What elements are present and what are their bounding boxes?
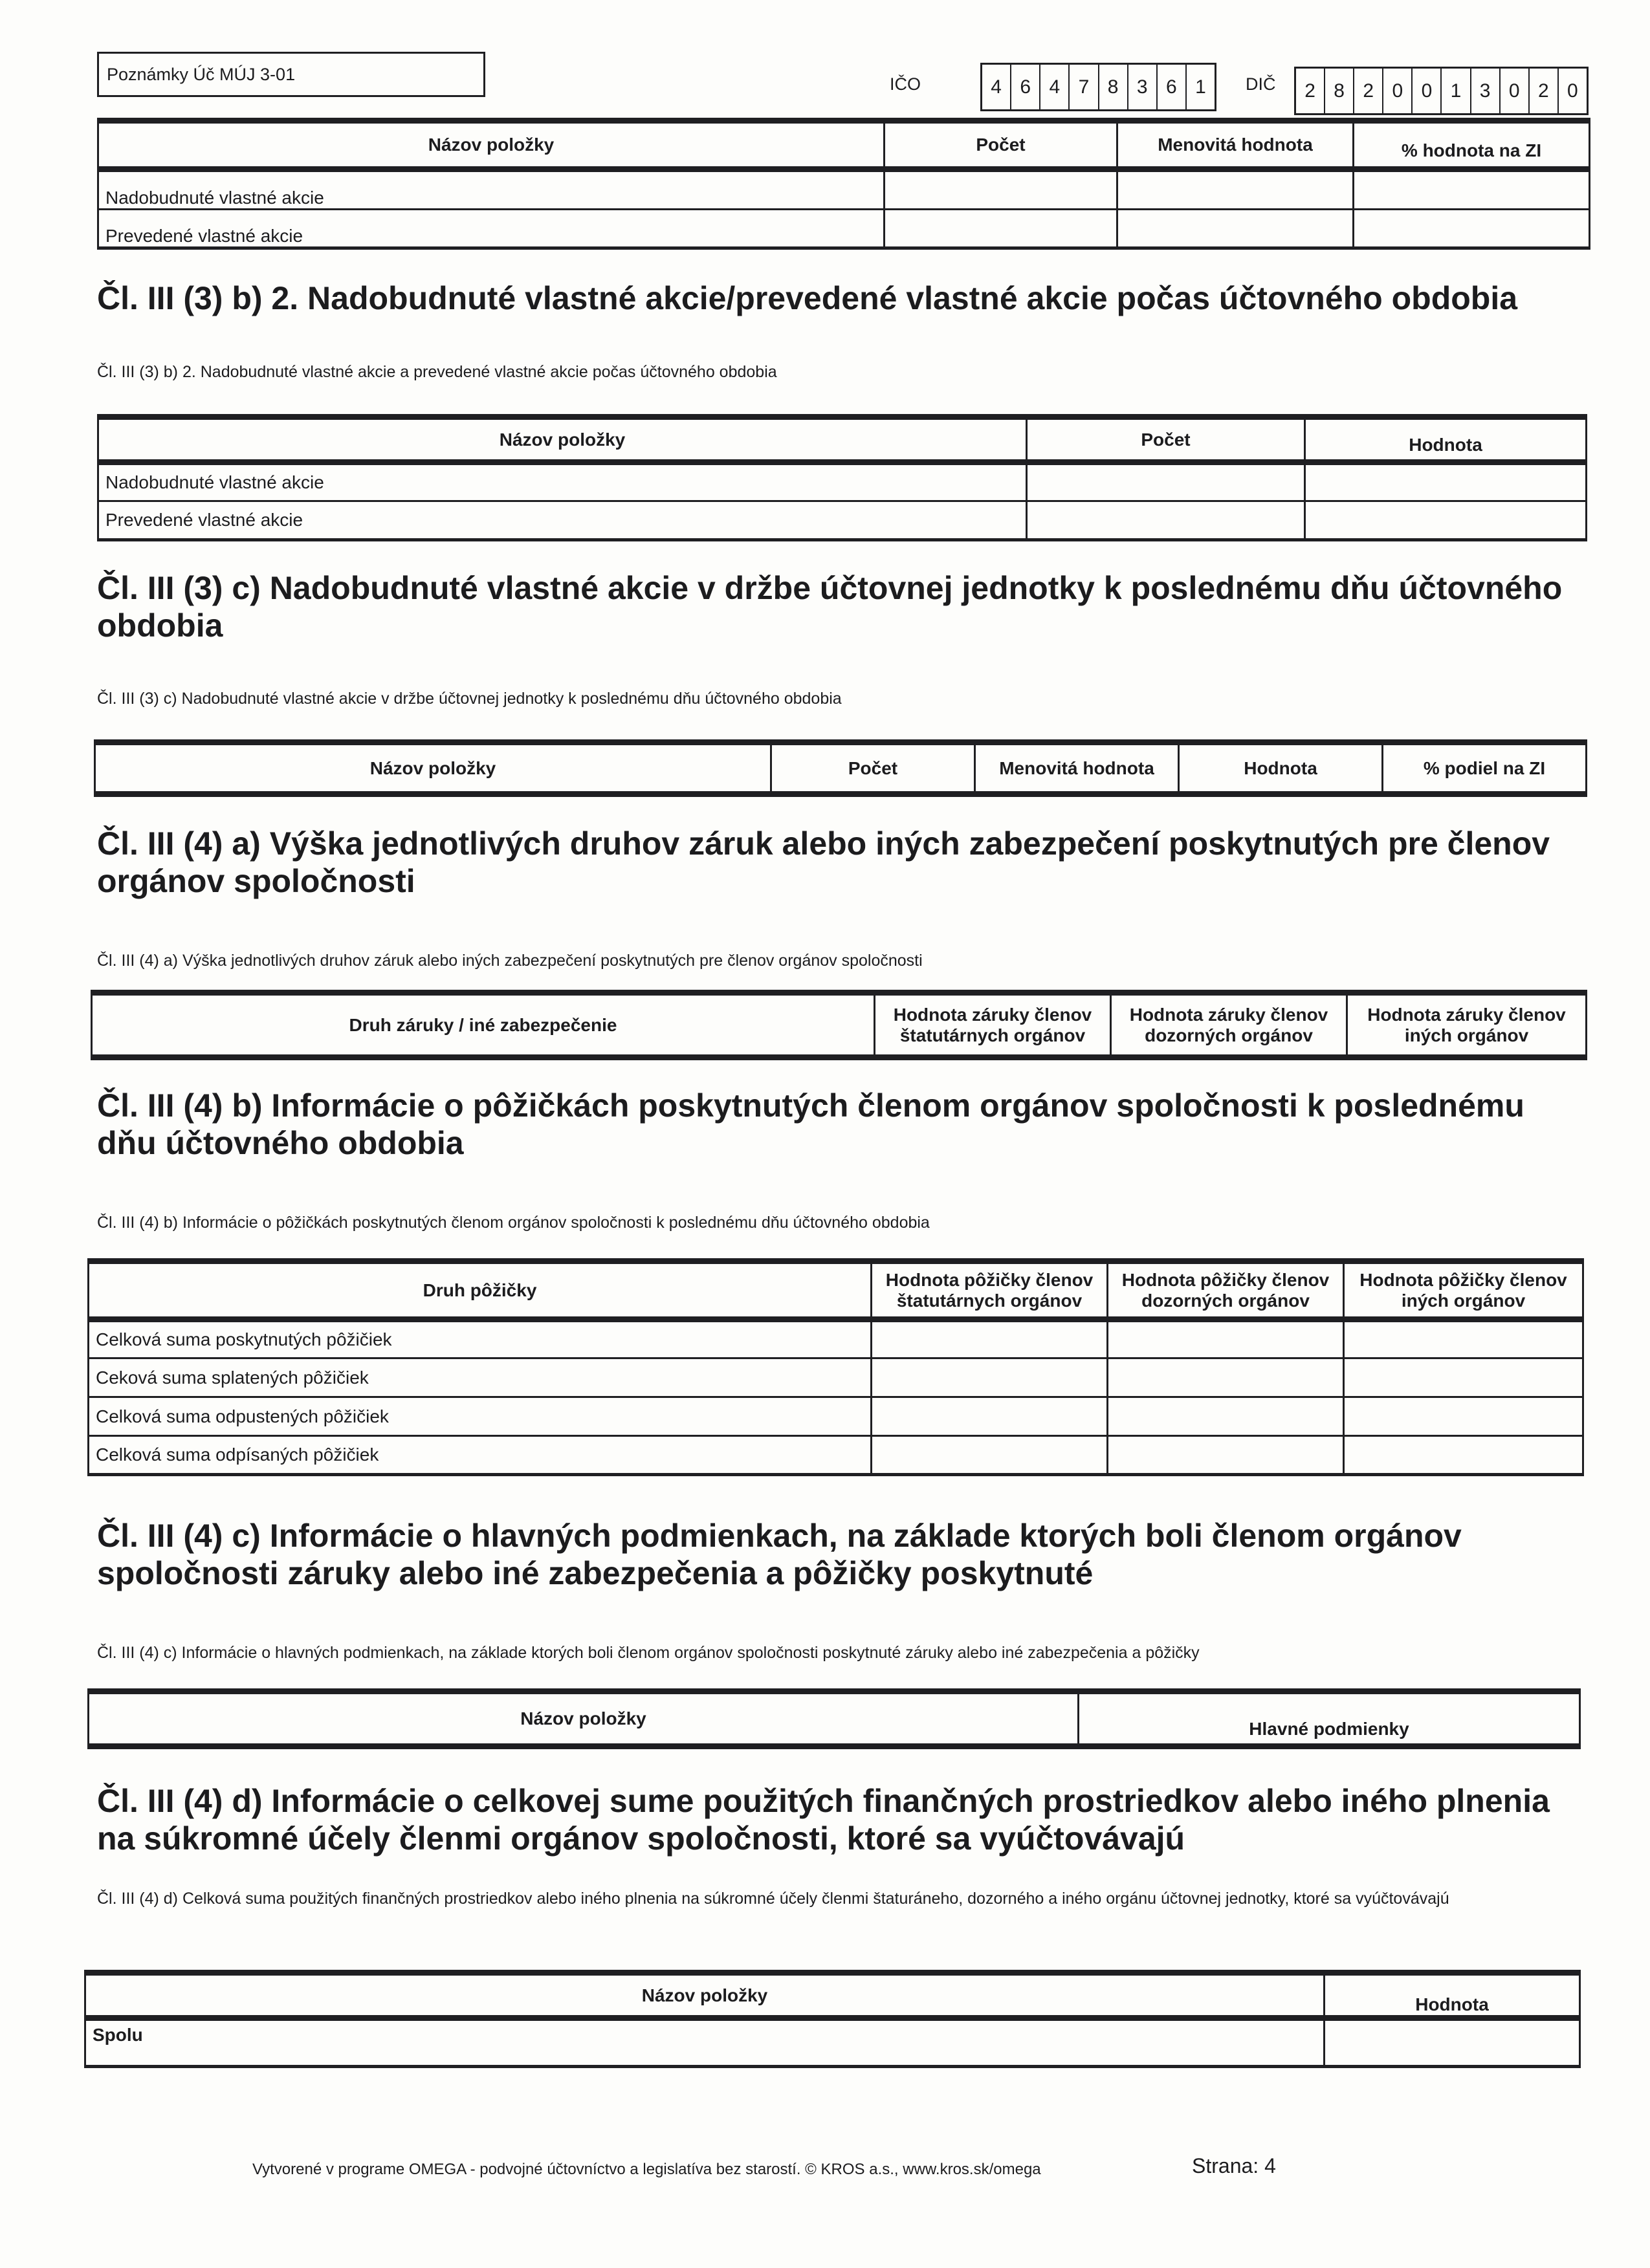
ico-label: IČO [890, 74, 921, 94]
table-row [89, 1358, 1583, 1397]
cell-value[interactable] [1354, 210, 1590, 248]
col-header: % hodnota na ZI [1354, 121, 1590, 169]
row-label: Celková suma odpustených pôžičiek [89, 1397, 872, 1436]
dic-digit: 3 [1471, 69, 1501, 113]
col-header: Názov položky [85, 1973, 1325, 2018]
dic-digit: 0 [1567, 80, 1578, 102]
row-label: Ceková suma splatených pôžičiek [89, 1358, 872, 1397]
col-header: Počet [885, 121, 1117, 169]
col-header: Hodnota záruky členov iných orgánov [1347, 993, 1587, 1058]
col-header: Hodnota záruky členov štatutárnych orgánov [875, 993, 1111, 1058]
table-row [89, 1320, 1583, 1358]
col-header: Názov položky [95, 743, 771, 794]
ico-digit: 8 [1099, 65, 1128, 109]
section-heading: Čl. III (3) b) 2. Nadobudnuté vlastné akcie/prevedené vlastné akcie počas účtovného obdobia [97, 280, 1518, 316]
row-label: Celková suma poskytnutých pôžičiek [89, 1320, 872, 1358]
table-row [98, 169, 1590, 210]
cell-value[interactable] [872, 1436, 1108, 1475]
ico-digit: 6 [1158, 65, 1187, 109]
cell-value[interactable] [1344, 1397, 1583, 1436]
table-row [98, 210, 1590, 248]
table-row [89, 1436, 1583, 1475]
guarantees-table [91, 990, 1587, 1060]
ico-digit: 7 [1070, 65, 1099, 109]
col-header: Hodnota pôžičky členov dozorných orgánov [1108, 1261, 1344, 1320]
cell-value[interactable] [872, 1358, 1108, 1397]
section-heading: Čl. III (4) d) Informácie o celkovej sume použitých finančných prostriedkov alebo iného plnenia na súkromné účely členmi orgánov spoločnosti, ktoré sa vyúčtovávajú [97, 1783, 1550, 1857]
row-label: Prevedené vlastné akcie [98, 501, 1027, 540]
col-header: Názov položky [98, 417, 1027, 463]
cell-value[interactable] [872, 1397, 1108, 1436]
section-subtitle: Čl. III (3) b) 2. Nadobudnuté vlastné akcie a prevedené vlastné akcie počas účtovného obdobia [97, 363, 777, 381]
own-shares-table [97, 118, 1590, 250]
col-header: Druh záruky / iné zabezpečenie [92, 993, 875, 1058]
col-header: Hlavné podmienky [1079, 1692, 1580, 1747]
table-row [98, 501, 1587, 540]
col-header: Hodnota [1325, 1973, 1580, 2018]
section-subtitle: Čl. III (4) d) Celková suma použitých finančných prostriedkov alebo iného plnenia na súkromné účely členmi štaturáneho, dozorného a iného orgánu účtovnej jednotky, ktoré sa vyúčtovávajú [97, 1890, 1449, 1908]
ico-field [980, 63, 1216, 111]
footer-credit: Vytvorené v programe OMEGA - podvojné účtovníctvo a legislatíva bez starostí. © KROS a.s., www.kros.sk/omega [252, 2161, 1041, 2178]
acquired-transferred-shares-table [97, 414, 1587, 541]
cell-value[interactable] [1344, 1358, 1583, 1397]
cell-value[interactable] [1108, 1320, 1344, 1358]
shares-held-table [94, 739, 1587, 797]
dic-digit: 2 [1530, 69, 1559, 113]
cell-value[interactable] [1305, 501, 1587, 540]
col-header: Počet [1027, 417, 1305, 463]
dic-digit: 0 [1501, 69, 1530, 113]
main-conditions-table [87, 1688, 1581, 1749]
dic-digit: 8 [1325, 69, 1354, 113]
dic-field [1294, 67, 1589, 115]
loans-table [87, 1258, 1584, 1476]
cell-value[interactable] [1325, 2018, 1580, 2067]
section-subtitle: Čl. III (4) b) Informácie o pôžičkách poskytnutých členom orgánov spoločnosti k poslednému dňu účtovného obdobia [97, 1214, 930, 1232]
form-title: Poznámky Úč MÚJ 3-01 [107, 64, 296, 84]
section-subtitle: Čl. III (4) a) Výška jednotlivých druhov záruk alebo iných zabezpečení poskytnutých pre členov orgánov spoločnosti [97, 952, 923, 970]
ico-digit: 4 [1040, 65, 1070, 109]
col-header: Názov položky [89, 1692, 1079, 1747]
page-number: Strana: 4 [1192, 2154, 1276, 2177]
dic-digit: 0 [1413, 69, 1442, 113]
cell-value[interactable] [1117, 210, 1354, 248]
dic-digit: 0 [1383, 69, 1413, 113]
dic-digit: 2 [1354, 69, 1383, 113]
cell-value[interactable] [1344, 1436, 1583, 1475]
table-row [89, 1397, 1583, 1436]
col-header: Hodnota [1305, 417, 1587, 463]
col-header: Menovitá hodnota [1117, 121, 1354, 169]
row-label: Nadobudnuté vlastné akcie [98, 169, 885, 210]
dic-digit: 1 [1442, 69, 1471, 113]
cell-value[interactable] [1354, 169, 1590, 210]
col-header: Hodnota [1179, 743, 1383, 794]
ico-digit: 3 [1128, 65, 1158, 109]
section-heading: Čl. III (4) a) Výška jednotlivých druhov záruk alebo iných zabezpečení poskytnutých pre členov orgánov spoločnosti [97, 825, 1550, 899]
col-header: Menovitá hodnota [975, 743, 1179, 794]
col-header: Druh pôžičky [89, 1261, 872, 1320]
cell-value[interactable] [1117, 169, 1354, 210]
row-label: Celková suma odpísaných pôžičiek [89, 1436, 872, 1475]
col-header: % podiel na ZI [1383, 743, 1587, 794]
section-subtitle: Čl. III (4) c) Informácie o hlavných podmienkach, na základe ktorých boli členom orgánov spoločnosti poskytnuté záruky alebo iné zabezpečenia a pôžičky [97, 1644, 1200, 1662]
row-label: Nadobudnuté vlastné akcie [98, 463, 1027, 501]
col-header: Hodnota záruky členov dozorných orgánov [1111, 993, 1347, 1058]
table-row [85, 2018, 1580, 2067]
ico-digit: 1 [1195, 76, 1206, 98]
cell-value[interactable] [1108, 1358, 1344, 1397]
form-title-box [97, 52, 485, 97]
table-row [98, 463, 1587, 501]
col-header: Názov položky [98, 121, 885, 169]
ico-digit: 6 [1011, 65, 1040, 109]
section-subtitle: Čl. III (3) c) Nadobudnuté vlastné akcie v držbe účtovnej jednotky k poslednému dňu účtovného obdobia [97, 690, 842, 708]
cell-value[interactable] [872, 1320, 1108, 1358]
row-label: Prevedené vlastné akcie [98, 210, 885, 248]
cell-value[interactable] [1027, 463, 1305, 501]
col-header: Počet [771, 743, 975, 794]
cell-value[interactable] [1108, 1397, 1344, 1436]
cell-value[interactable] [1027, 501, 1305, 540]
col-header: Hodnota pôžičky členov iných orgánov [1344, 1261, 1583, 1320]
cell-value[interactable] [885, 210, 1117, 248]
ico-digit: 4 [982, 65, 1011, 109]
section-heading: Čl. III (4) b) Informácie o pôžičkách poskytnutých členom orgánov spoločnosti k poslednému dňu účtovného obdobia [97, 1087, 1524, 1161]
col-header: Hodnota pôžičky členov štatutárnych orgánov [872, 1261, 1108, 1320]
dic-digit: 2 [1296, 69, 1325, 113]
cell-value[interactable] [1344, 1320, 1583, 1358]
row-label: Spolu [85, 2018, 1325, 2067]
cell-value[interactable] [1305, 463, 1587, 501]
section-heading: Čl. III (4) c) Informácie o hlavných podmienkach, na základe ktorých boli členom orgánov spoločnosti záruky alebo iné zabezpečenia a pôžičky poskytnuté [97, 1518, 1462, 1591]
cell-value[interactable] [885, 169, 1117, 210]
dic-label: DIČ [1246, 74, 1276, 94]
private-use-table [84, 1970, 1581, 2068]
cell-value[interactable] [1108, 1436, 1344, 1475]
section-heading: Čl. III (3) c) Nadobudnuté vlastné akcie v držbe účtovnej jednotky k poslednému dňu účtovného obdobia [97, 570, 1563, 644]
